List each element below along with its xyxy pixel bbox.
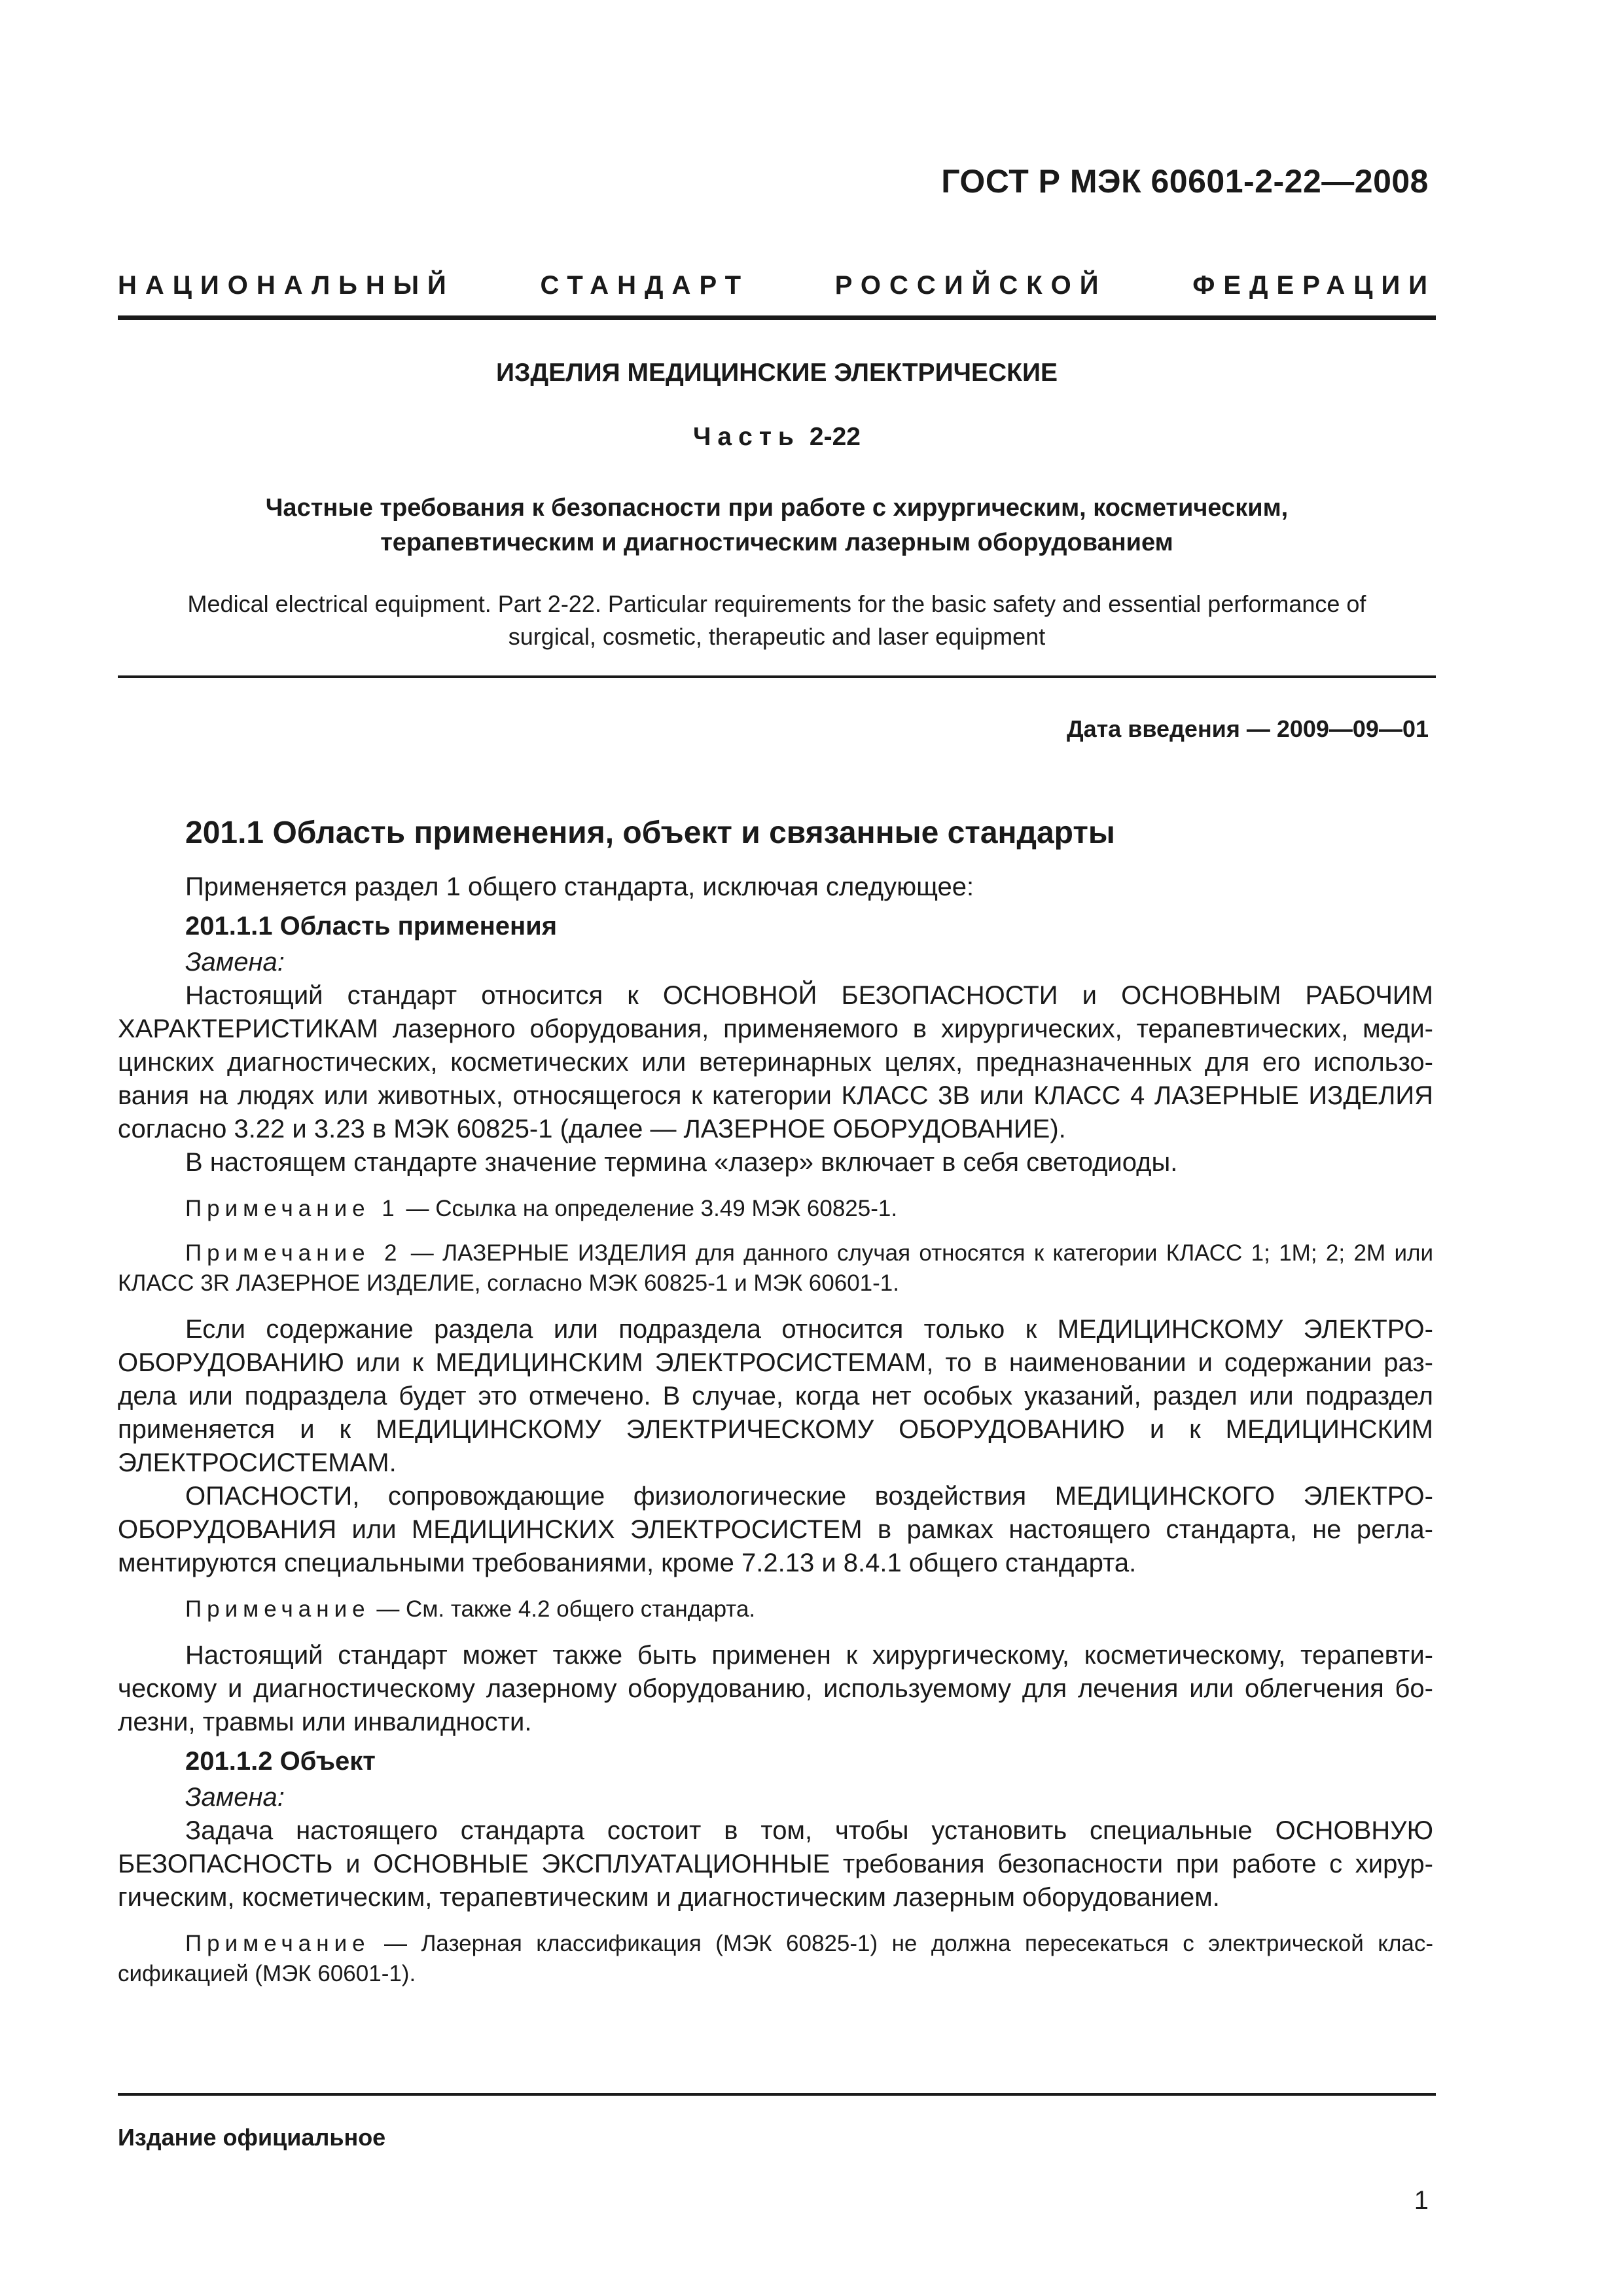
section-intro: Применяется раздел 1 общего стандарта, исключая следующее: [185,872,974,901]
document-code: ГОСТ Р МЭК 60601-2-22—2008 [941,163,1429,200]
note-text: — Ссылка на определение 3.49 МЭК 60825-1. [399,1196,898,1221]
english-title [118,588,1436,653]
note-label: Примечание [185,1596,370,1622]
note [118,1238,1433,1299]
header-divider [118,315,1436,320]
replacement-label: Замена: [185,1783,285,1812]
paragraph: Если содержание раздела или подраздела относится только к МЕДИЦИНСКОМУ ЭЛЕКТРООБОРУДОВАНИЮ или к МЕДИЦИНСКИМ ЭЛЕКТРОСИСТЕМАМ, то в наименовании и содержании раздела или подраздела будет это отмечено. В случае, когда нет особых указаний, раздел или подраздел применяется и к МЕДИЦИНСКОМУ ЭЛЕКТРИЧЕСКОМУ ОБОРУДОВАНИЮ и к МЕДИЦИНСКИМ ЭЛЕКТРОСИСТЕМАМ. [118,1315,1433,1477]
document-main-title: ИЗДЕЛИЯ МЕДИЦИНСКИЕ ЭЛЕКТРИЧЕСКИЕ [495,359,1058,387]
subsection-heading-object: 201.1.2 Объект [185,1747,376,1776]
document-subtitle [118,491,1436,560]
introduction-date: Дата введения — 2009—09—01 [1066,715,1429,742]
paragraph: Настоящий стандарт относится к ОСНОВНОЙ БЕЗОПАСНОСТИ и ОСНОВНЫМ РАБОЧИМ ХАРАКТЕРИСТИКАМ лазерного оборудования, применяемого в хирургических, терапевтических, медицинских диагностических, косметических или ветеринарных целях, предназначенных для его использования на людях или животных, относящегося к категории КЛАСС 3В или КЛАСС 4 ЛАЗЕРНЫЕ ИЗДЕЛИЯ согласно 3.22 и 3.23 в МЭК 60825-1 (далее — ЛАЗЕРНОЕ ОБОРУДОВАНИЕ). [118,981,1433,1143]
note-label: Примечание 2 [185,1240,402,1266]
note-text: — ЛАЗЕРНЫЕ ИЗДЕЛИЯ для данного случая относятся к категории КЛАСС 1; 1М; 2; 2М или КЛАСС 3R ЛАЗЕРНОЕ ИЗДЕЛИЕ, согласно МЭК 60825-1 и МЭК 60601-1. [118,1240,1433,1296]
national-standard-heading: НАЦИОНАЛЬНЫЙ СТАНДАРТ РОССИЙСКОЙ ФЕДЕРАЦИИ [118,271,1436,300]
edition-label: Издание официальное [118,2124,386,2151]
note-text: — Лазерная классификация (МЭК 60825-1) не должна пересекаться с электрической классификацией (МЭК 60601-1). [118,1931,1433,1986]
part-number: 2-22 [809,423,861,451]
page-number: 1 [1414,2186,1429,2215]
english-title-line-2: surgical, cosmetic, therapeutic and laser equipment [508,623,1046,650]
note-text: — См. также 4.2 общего стандарта. [370,1596,756,1622]
note [118,1929,1433,1989]
footer-divider [118,2093,1436,2096]
paragraph: Настоящий стандарт может также быть применен к хирургическому, косметическому, терапевтическому и диагностическому лазерному оборудованию, используемому для лечения или облегчения болезни, травмы или инвалидности. [118,1641,1433,1736]
subtitle-line-1: Частные требования к безопасности при работе с хирургическим, косметическим, [265,494,1289,522]
part-word: Часть [693,423,800,451]
english-title-line-1: Medical electrical equipment. Part 2-22. Particular requirements for the basic safety and essential performance of [187,590,1366,617]
section-body [118,870,1433,2003]
subtitle-line-2: терапевтическим и диагностическим лазерным оборудованием [380,529,1173,556]
part-label [118,423,1436,452]
note-label: Примечание [185,1931,370,1956]
paragraph: В настоящем стандарте значение термина «лазер» включает в себя светодиоды. [185,1148,1178,1177]
paragraph: Задача настоящего стандарта состоит в том, чтобы установить специальные ОСНОВНУЮ БЕЗОПАСНОСТЬ и ОСНОВНЫЕ ЭКСПЛУАТАЦИОННЫЕ требования безопасности при работе с хирургическим, косметическим, терапевтическим и диагностическим лазерным оборудованием. [118,1816,1433,1912]
note [118,1594,1433,1624]
note [118,1194,1433,1224]
paragraph: ОПАСНОСТИ, сопровождающие физиологические воздействия МЕДИЦИНСКОГО ЭЛЕКТРООБОРУДОВАНИЯ или МЕДИЦИНСКИХ ЭЛЕКТРОСИСТЕМ в рамках настоящего стандарта, не регламентируются специальными требованиями, кроме 7.2.13 и 8.4.1 общего стандарта. [118,1482,1433,1577]
subsection-heading-scope: 201.1.1 Область применения [185,912,558,941]
note-label: Примечание 1 [185,1196,400,1221]
replacement-label: Замена: [185,948,285,977]
title-divider [118,675,1436,678]
section-heading: 201.1 Область применения, объект и связанные стандарты [185,816,1115,850]
